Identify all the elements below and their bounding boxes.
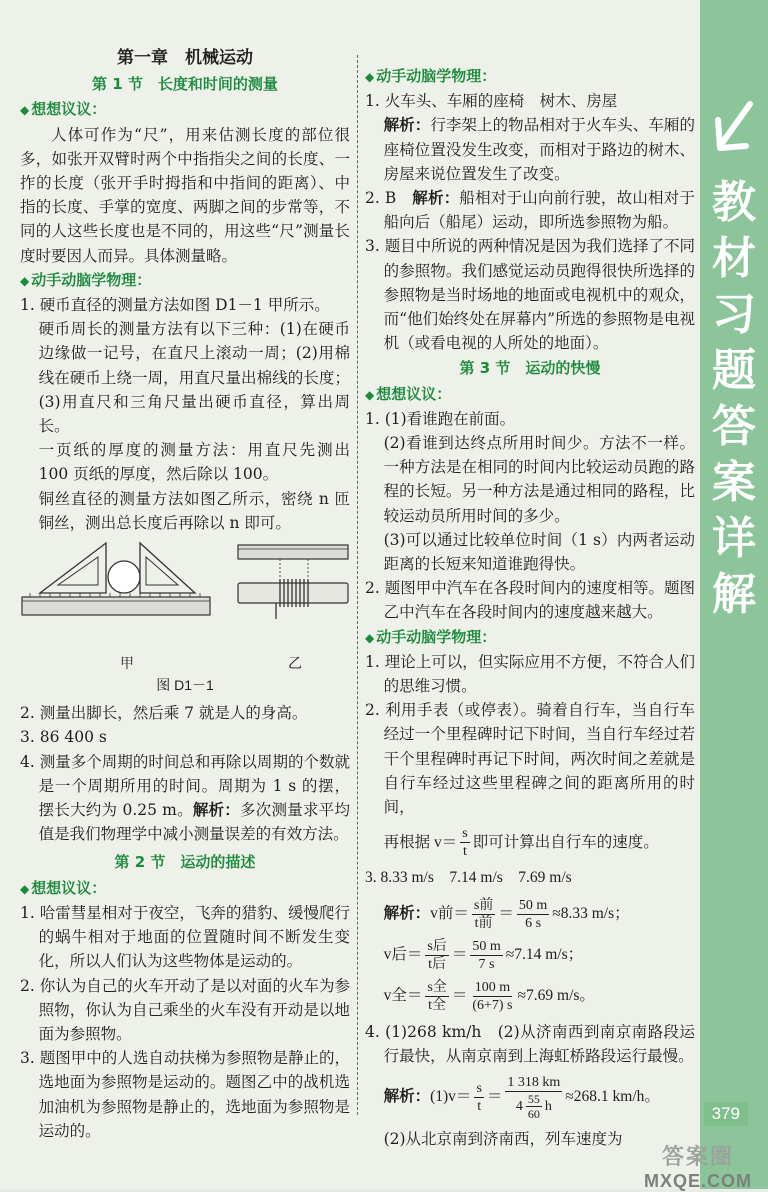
diamond-icon: ◆ — [20, 881, 30, 896]
diamond-icon: ◆ — [20, 103, 30, 118]
answer-text: 4. 测量多个周期的时间总和再除以周期的个数就是一个周期所用的时间。周期为 1 s 的摆，摆长大约为 0.25 m。 — [20, 752, 350, 820]
answer-item — [365, 186, 695, 234]
subheading-think-2 — [20, 876, 350, 901]
fraction-denominator: t — [477, 1098, 482, 1114]
answer-continuation: (2)看谁到达终点所用时间少。方法不一样。一种方法是在相同的时间内比较运动员跑的路程的长短。另一种方法是通过相同的路程，比较运动员所用时间的多少。 — [383, 434, 695, 525]
analysis-text: 多次测量求平均值是我们物理学中减小测量误差的有效方法。 — [38, 801, 350, 844]
subheading-hands-3 — [365, 625, 695, 650]
formula-result: ≈8.33 m/s； — [552, 904, 630, 922]
sidebar-band — [700, 0, 768, 1189]
figure-caption-row — [20, 651, 350, 673]
figure-label-a: 甲 — [120, 655, 134, 672]
answer-item: 2. 题图甲中汽车在各段时间内的速度相等。题图乙中汽车在各段时间内的速度越来越大。 — [365, 579, 695, 622]
figure-caption: 图 D1－1 — [156, 677, 214, 694]
subheading-hands-2 — [365, 64, 695, 89]
formula-rear-speed: v后＝ $\frac{\text{s后}}{\text{t后}}$ ＝ $\frac{50 m}{7 s}$ ≈7.14 m/s； — [383, 938, 584, 972]
diamond-icon: ◆ — [20, 273, 30, 288]
fraction — [460, 825, 469, 860]
formula-result: ≈7.69 m/s。 — [517, 986, 595, 1004]
formula-prefix: 再根据 v＝ — [383, 833, 458, 851]
fraction — [470, 938, 502, 973]
fraction-denominator: (6+7) s — [472, 997, 513, 1013]
fraction — [472, 897, 495, 932]
fraction-denominator: t — [463, 844, 467, 860]
fraction-numerator: 100 m — [474, 979, 511, 995]
answer-item: 3. 86 400 s — [20, 728, 107, 747]
fraction-denominator: t全 — [428, 997, 447, 1013]
fraction — [526, 1092, 542, 1121]
formula-result: ≈7.14 m/s； — [505, 945, 584, 963]
fraction — [470, 979, 514, 1014]
mixed-denominator — [514, 1092, 554, 1121]
fraction-numerator: 50 m — [472, 938, 501, 954]
fraction-numerator: 1 318 km — [507, 1074, 561, 1090]
subheading-label: 动手动脑学物理： — [376, 627, 497, 646]
fraction-denominator: 60 — [527, 1106, 540, 1121]
fraction-numerator: s — [462, 826, 468, 842]
fraction-numerator: s后 — [427, 938, 447, 954]
formula-lhs: v后＝ — [383, 945, 423, 963]
section-3-title: 第 3 节 运动的快慢 — [459, 359, 601, 378]
answer-item: 4. (1)268 km/h (2)从济南西到南京南路段运行最快，从南京南到上海虹桥路段运行最慢。 — [365, 1022, 695, 1065]
formula-result: ≈268.1 km/h。 — [565, 1088, 660, 1106]
fraction — [505, 1074, 562, 1121]
answer-continuation — [365, 113, 695, 186]
analysis-text: 船相对于山向前行驶，故山相对于船向后（船尾）运动，即所选参照物为船。 — [383, 189, 695, 232]
answer-item: 3. 题图甲中的人选自动扶梯为参照物是静止的，选地面为参照物是运动的。题图乙中的战机选加油机为参照物是静止的，选地面为参照物是运动的。 — [20, 1049, 350, 1140]
answer-item: 2. 利用手表（或停表）。骑着自行车，当自行车经过一个里程碑时记下时间，当自行车经过若干个里程碑时再记下时间，两次时间之差就是自行车经过这些里程碑之间的距离所用的时间， — [365, 701, 695, 817]
left-column — [20, 40, 350, 1143]
fraction-denominator: 6 s — [525, 915, 542, 931]
formula-suffix: 即可计算出自行车的速度。 — [472, 833, 659, 851]
answer-continuation: 铜丝直径的测量方法如图乙所示，密绕 n 匝铜丝，测出总长度后再除以 n 即可。 — [38, 489, 350, 532]
section-1-title: 第 1 节 长度和时间的测量 — [92, 75, 278, 94]
analysis-label: 解析： — [383, 115, 431, 135]
answer-item: 2. 你认为自己的火车开动了是以对面的火车为参照物，你认为自己乘坐的火车没有开动是以地面为参照物。 — [20, 976, 350, 1043]
right-column — [365, 64, 695, 1151]
answer-continuation: (3)可以通过比较单位时间（1 s）内两者运动距离的长短来知道谁跑得快。 — [383, 530, 695, 574]
answer-item: 1. 火车头、车厢的座椅 树木、房屋 — [365, 92, 618, 111]
answer-item: 1. (1)看谁跑在前面。 — [365, 409, 516, 428]
fraction-numerator: 55 — [527, 1091, 540, 1106]
speed-formula-inline — [365, 825, 695, 860]
answer-item: 1. 硬币直径的测量方法如图 D1－1 甲所示。 — [20, 296, 330, 315]
analysis-label: 解析： — [412, 188, 460, 208]
formula-lhs: v前＝ — [430, 904, 469, 922]
fraction — [425, 979, 448, 1014]
formula-total-speed: v全＝ $\frac{\text{s全}}{\text{t全}}$ ＝ $\frac{100 m}{(6+7) s}$ ≈7.69 m/s。 — [383, 979, 595, 1013]
answer-item: 3. 8.33 m/s 7.14 m/s 7.69 m/s — [365, 869, 572, 887]
answer-item: 3. 题目中所说的两种情况是因为我们选择了不同的参照物。我们感觉运动员跑得很快所选择的参照物是当时场地的地面或电视机中的观众，而“他们始终处在屏幕内”所选的参照物是电视机（或看电视的人所处的地面）。 — [365, 237, 695, 353]
subheading-label: 想想议议： — [31, 100, 107, 119]
answer-continuation: (2)从北京南到济南西，列车速度为 — [383, 1129, 623, 1148]
subheading-think-3 — [365, 382, 695, 407]
answer-item — [20, 750, 350, 847]
fraction-denominator: t后 — [428, 956, 447, 972]
analysis-label: 解析： — [192, 800, 241, 820]
subheading-label: 动手动脑学物理： — [31, 270, 152, 289]
wire-winding-sketch — [238, 545, 348, 619]
fraction-denominator: t前 — [474, 915, 493, 931]
answer-item: 1. 哈雷彗星相对于夜空，飞奔的猎豹、缓慢爬行的蜗牛相对于地面的位置随时间不断发生变化，所以人们认为这些物体是运动的。 — [20, 903, 350, 971]
subheading-label: 动手动脑学物理： — [376, 67, 497, 85]
fraction-numerator: 50 m — [518, 897, 548, 913]
answer-continuation: 一页纸的厚度的测量方法：用直尺先测出 100 页纸的厚度，然后除以 100。 — [38, 441, 350, 484]
fraction-denominator: 7 s — [478, 956, 495, 972]
fraction-numerator: s全 — [427, 979, 447, 995]
formula-train-speed: 解析： (1)v＝ $\frac{s}{t}$ ＝ 1 318 km 4 $\frac{55}{60}$ h ≈268.1 km/h。 — [383, 1074, 660, 1121]
watermark-line1: 答案圈 — [661, 1144, 734, 1169]
answer-item: 1. 理论上可以，但实际应用不方便，不符合人们的思维习惯。 — [365, 652, 695, 696]
figure-label-b: 乙 — [288, 655, 302, 672]
coin-diameter-sketch — [22, 543, 210, 615]
sidebar-title: 教材习题答案详解 — [712, 177, 756, 620]
analysis-text: 行李架上的物品相对于火车头、车厢的座椅位置没发生改变，而相对于路边的树木、房屋来说位置发生了改变。 — [383, 116, 695, 183]
fraction — [517, 897, 549, 932]
subheading-label: 想想议议： — [376, 384, 452, 403]
fraction — [425, 938, 448, 973]
analysis-label: 解析： — [383, 1088, 431, 1106]
chapter-title: 第一章 机械运动 — [117, 48, 253, 68]
section-2-title: 第 2 节 运动的描述 — [114, 853, 256, 872]
fraction-numerator: s前 — [473, 897, 494, 913]
paragraph: 人体可作为“尺”，用来估测长度的部位很多，如张开双臂时两个中指指尖之间的长度、一拃的长度（张开手时拇指和中指间的距离）、中指的长度、手掌的宽度、两脚之间的步常等，不同的人这些长度也是不同的，用这些“尺”测量长度时要因人而异。具体测量略。 — [20, 125, 350, 265]
fraction-numerator: s — [476, 1080, 482, 1096]
page-number: 379 — [704, 1102, 748, 1126]
answer-text: 2. B — [365, 189, 413, 208]
analysis-label: 解析： — [383, 904, 431, 922]
mixed-integer: 4 — [515, 1098, 523, 1114]
watermark-line2: MXQE.COM — [643, 1171, 752, 1191]
subheading-hands-1 — [20, 268, 350, 293]
arrow-down-left-icon — [710, 90, 758, 160]
formula-front-speed: 解析： v前＝ $\frac{\text{s前}}{\text{t前}}$ ＝ $\frac{50 m}{6 s}$ ≈8.33 m/s； — [383, 897, 630, 931]
formula-lhs: v全＝ — [383, 986, 423, 1004]
answer-item: 2. 测量出脚长，然后乘 7 就是人的身高。 — [20, 704, 308, 723]
formula-lhs: (1)v＝ — [430, 1088, 472, 1106]
answer-continuation: 硬币周长的测量方法有以下三种：(1)在硬币边缘做一记号，在直尺上滚动一周；(2)用棉线在硬币上绕一周，用直尺量出棉线的长度；(3)用直尺和三角尺量出硬币直径，算出周长。 — [38, 320, 350, 436]
diamond-icon: ◆ — [365, 387, 375, 402]
measurement-diagram — [20, 539, 350, 651]
fraction — [474, 1080, 483, 1115]
column-divider — [357, 55, 358, 1115]
diamond-icon: ◆ — [365, 70, 375, 84]
subheading-label: 想想议议： — [31, 878, 107, 897]
subheading-think-1 — [20, 97, 350, 122]
diamond-icon: ◆ — [365, 630, 375, 645]
figure-d1-1 — [20, 539, 350, 651]
unit: h — [544, 1098, 552, 1114]
